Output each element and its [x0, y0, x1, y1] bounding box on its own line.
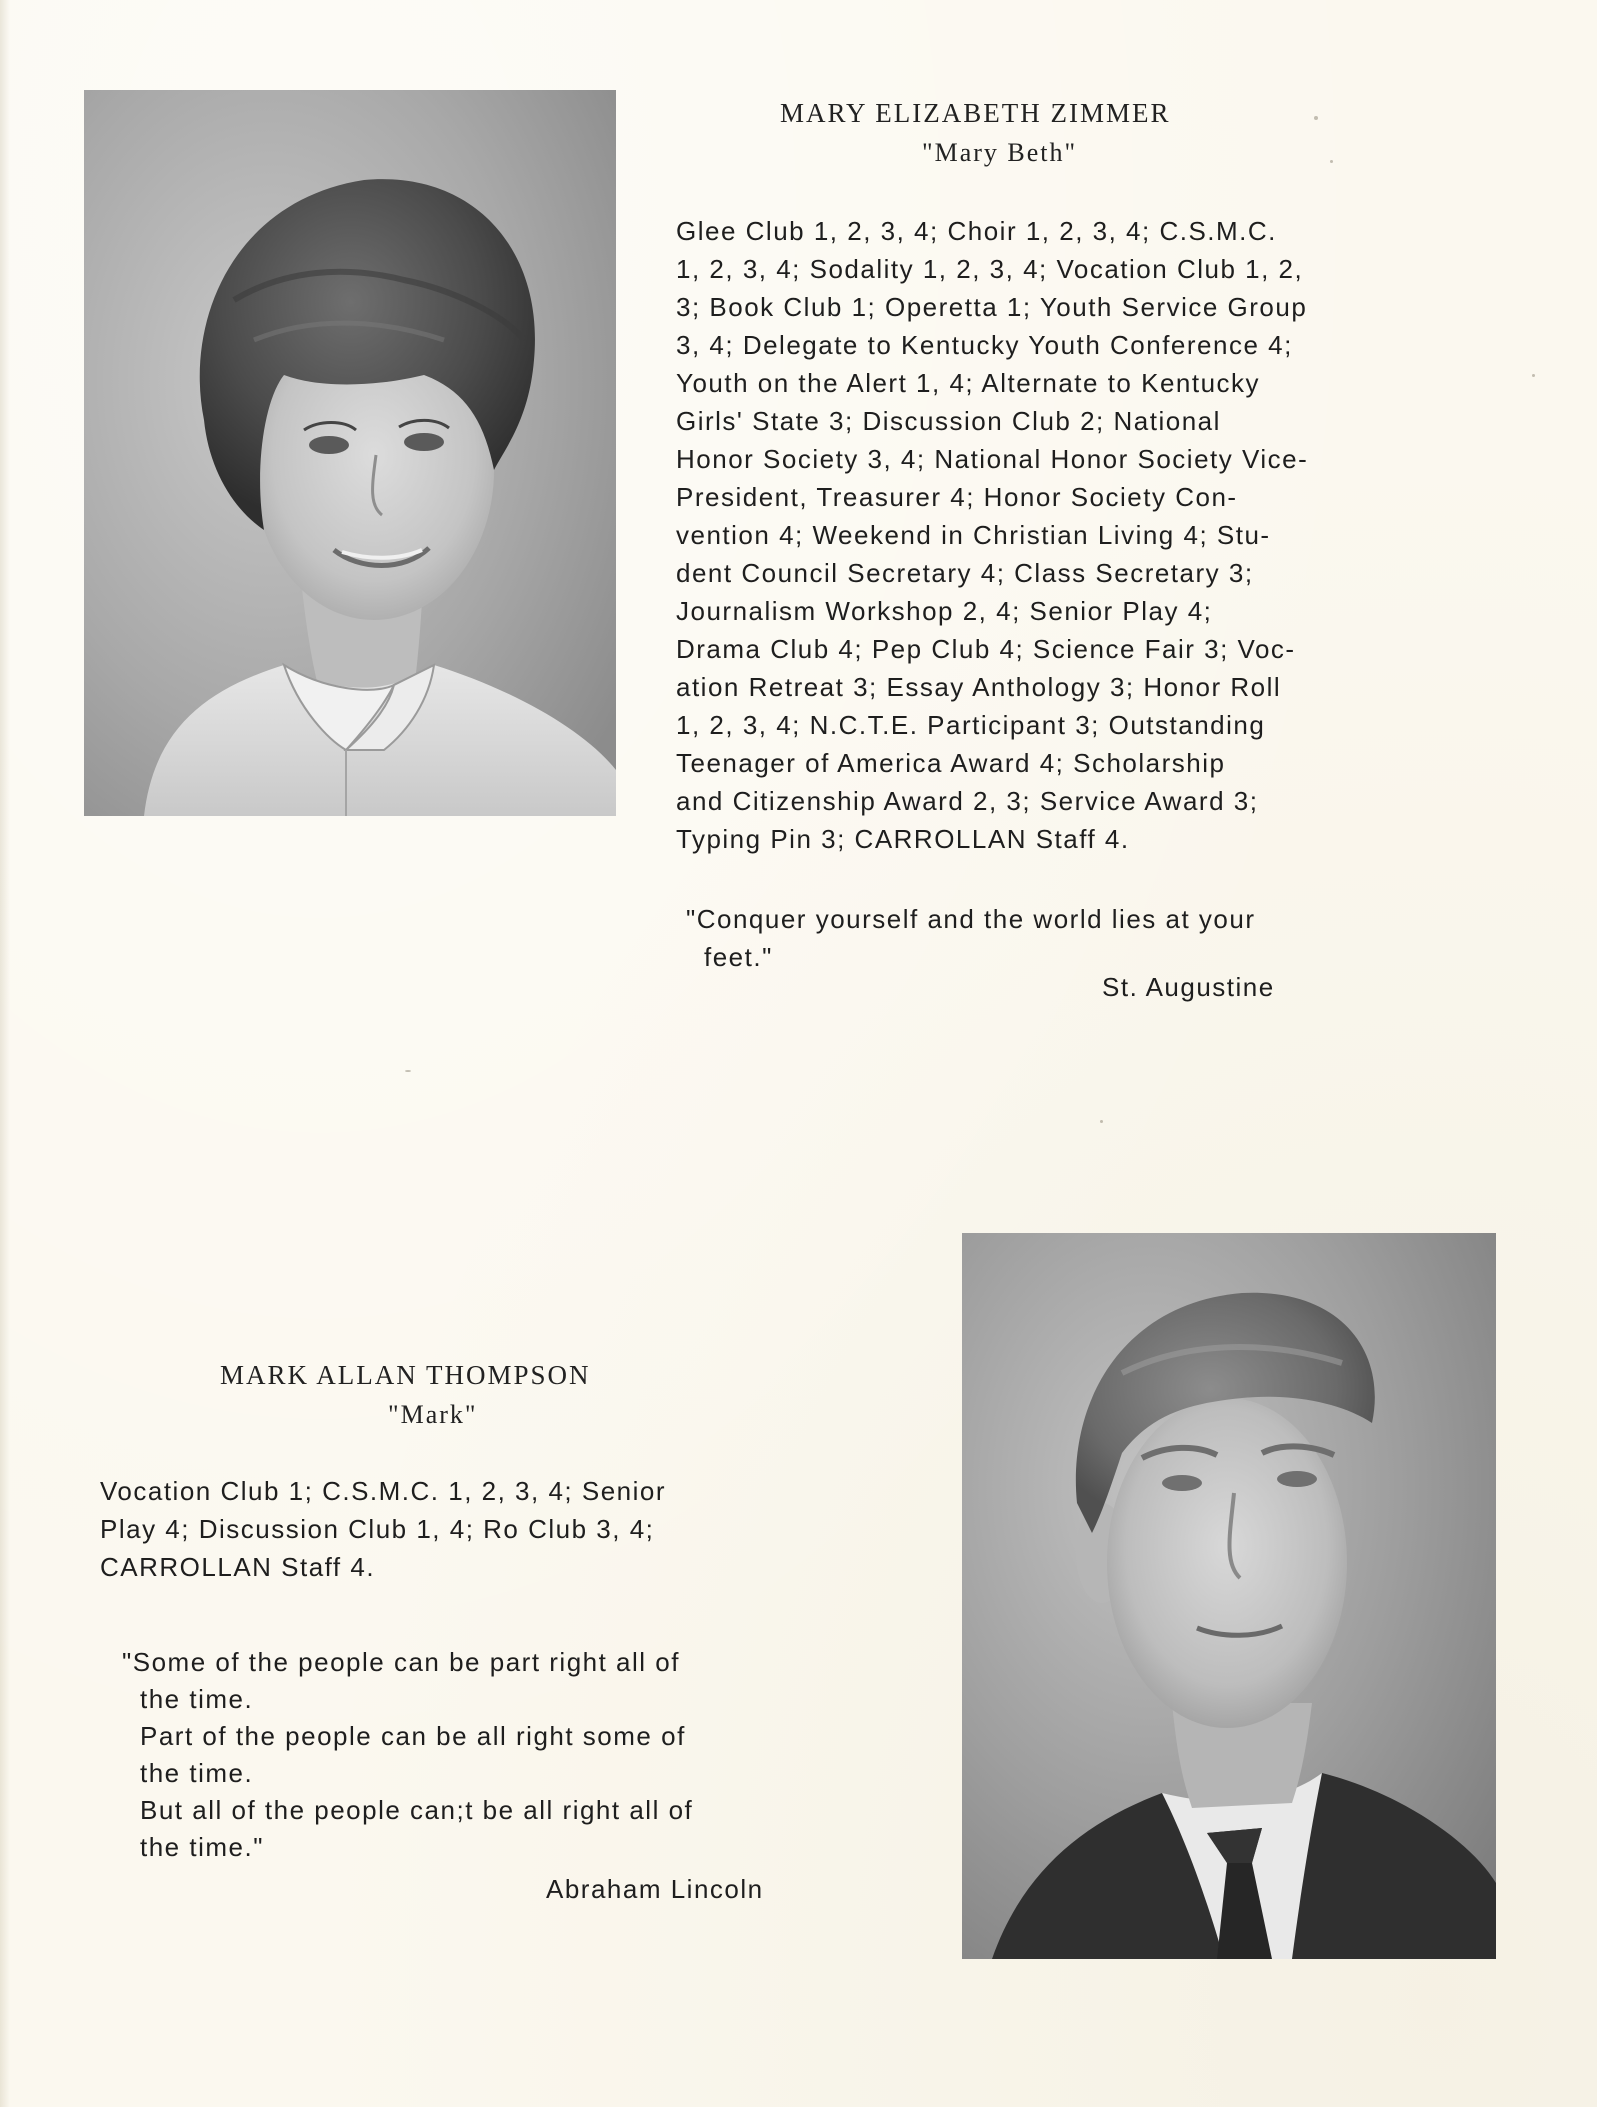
quote-attribution: St. Augustine — [1102, 972, 1275, 1002]
quote-line: feet." — [704, 942, 773, 972]
quote-line: But all of the people can;t be all right all of — [140, 1795, 694, 1825]
activities-line: dent Council Secretary 4; Class Secretary 3; — [676, 558, 1254, 588]
activities-line: Youth on the Alert 1, 4; Alternate to Kentucky — [676, 368, 1261, 398]
paper-speck — [1330, 160, 1333, 163]
senior-quote — [686, 900, 1256, 976]
activities-list — [100, 1472, 666, 1586]
activities-line: 3; Book Club 1; Operetta 1; Youth Service Group — [676, 292, 1308, 322]
paper-speck — [1314, 116, 1318, 120]
activities-line: Glee Club 1, 2, 3, 4; Choir 1, 2, 3, 4; C.S.M.C. — [676, 216, 1277, 246]
activities-line: CARROLLAN Staff 4. — [100, 1552, 376, 1582]
activities-line: President, Treasurer 4; Honor Society Con- — [676, 482, 1238, 512]
portrait-photo-mark-allan-thompson — [962, 1233, 1496, 1959]
quote-line: the time." — [140, 1832, 264, 1862]
activities-line: Journalism Workshop 2, 4; Senior Play 4; — [676, 596, 1213, 626]
page-edge — [0, 0, 10, 2107]
activities-line: 1, 2, 3, 4; Sodality 1, 2, 3, 4; Vocation Club 1, 2, — [676, 254, 1304, 284]
student-nickname: "Mary Beth" — [922, 138, 1078, 167]
activities-line: vention 4; Weekend in Christian Living 4; Stu- — [676, 520, 1271, 550]
activities-line: 1, 2, 3, 4; N.C.T.E. Participant 3; Outstanding — [676, 710, 1266, 740]
student-nickname: "Mark" — [388, 1400, 478, 1429]
activities-line: Typing Pin 3; CARROLLAN Staff 4. — [676, 824, 1130, 854]
portrait-photo-mary-elizabeth-zimmer — [84, 90, 616, 816]
student-name: MARY ELIZABETH ZIMMER — [780, 98, 1171, 128]
activities-line: Play 4; Discussion Club 1, 4; Ro Club 3, 4; — [100, 1514, 655, 1544]
activities-line: Girls' State 3; Discussion Club 2; National — [676, 406, 1221, 436]
student-name: MARK ALLAN THOMPSON — [220, 1360, 591, 1390]
quote-line: the time. — [140, 1758, 254, 1788]
activities-line: 3, 4; Delegate to Kentucky Youth Conference 4; — [676, 330, 1293, 360]
quote-line: Part of the people can be all right some of — [140, 1721, 686, 1751]
activities-line: Drama Club 4; Pep Club 4; Science Fair 3; Voc- — [676, 634, 1296, 664]
paper-speck — [1100, 1120, 1103, 1123]
paper-speck — [1532, 374, 1535, 377]
portrait-boy-image — [962, 1233, 1496, 1959]
quote-line: "Conquer yourself and the world lies at your — [686, 904, 1256, 934]
activities-line: ation Retreat 3; Essay Anthology 3; Honor Roll — [676, 672, 1282, 702]
quote-line: the time. — [140, 1684, 254, 1714]
paper-speck — [405, 1070, 411, 1072]
portrait-girl-image — [84, 90, 616, 816]
activities-line: Honor Society 3, 4; National Honor Society Vice- — [676, 444, 1309, 474]
activities-line: and Citizenship Award 2, 3; Service Award 3; — [676, 786, 1259, 816]
quote-attribution: Abraham Lincoln — [546, 1874, 764, 1904]
senior-quote — [122, 1644, 693, 1866]
quote-line: "Some of the people can be part right all of — [122, 1647, 680, 1677]
activities-line: Vocation Club 1; C.S.M.C. 1, 2, 3, 4; Senior — [100, 1476, 667, 1506]
activities-list — [676, 212, 1308, 858]
activities-line: Teenager of America Award 4; Scholarship — [676, 748, 1226, 778]
